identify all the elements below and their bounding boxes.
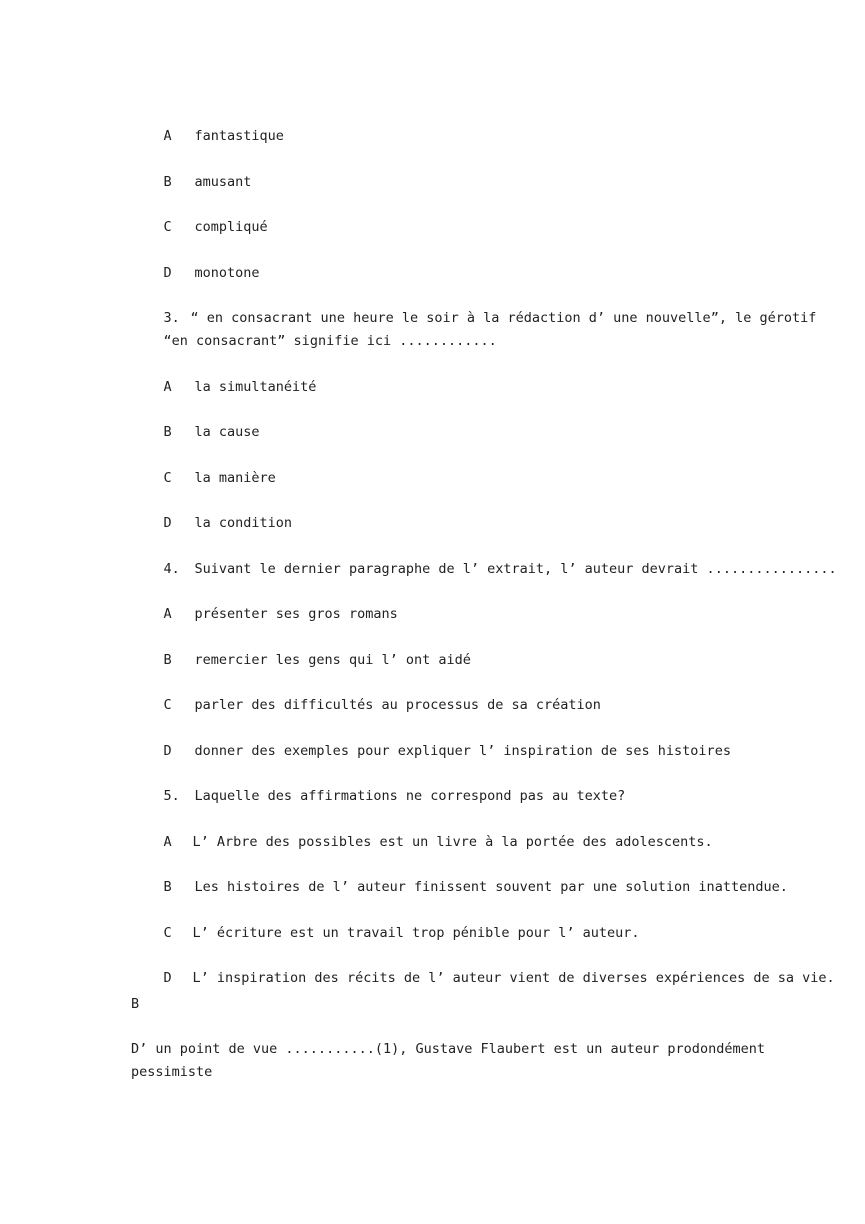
paragraph-line2: pessimiste: [131, 1064, 213, 1080]
question-text: Suivant le dernier paragraphe de l’ extrait, l’ auteur devrait ................: [194, 561, 837, 577]
question-number: 3.: [163, 310, 180, 326]
paragraph-line1: D’ un point de vue ...........(1), Gustave Flaubert est un auteur prodondément: [131, 1041, 765, 1057]
question-number: 4.: [163, 561, 180, 577]
option-text: la cause: [194, 424, 260, 440]
option-text: la simultanéité: [194, 379, 317, 395]
section-heading: B: [131, 996, 140, 1012]
option-letter: C: [163, 219, 172, 235]
option-letter: D: [163, 265, 172, 281]
option-letter: B: [163, 652, 172, 668]
option-letter: A: [163, 128, 172, 144]
option-letter: D: [163, 515, 172, 531]
option-text: la condition: [194, 515, 293, 531]
option-text: la manière: [194, 470, 276, 486]
option-text: donner des exemples pour expliquer l’ inspiration de ses histoires: [194, 743, 731, 759]
question-text: Laquelle des affirmations ne correspond pas au texte?: [194, 788, 626, 804]
option-letter: B: [163, 174, 172, 190]
option-letter: B: [163, 424, 172, 440]
option-text: Les histoires de l’ auteur finissent souvent par une solution inattendue.: [194, 879, 788, 895]
option-text: fantastique: [194, 128, 284, 144]
question-text-line1: “ en consacrant une heure le soir à la rédaction d’ une nouvelle”, le gérotif: [190, 310, 817, 326]
question-number: 5.: [163, 788, 180, 804]
option-text: L’ Arbre des possibles est un livre à la portée des adolescents.: [192, 834, 713, 850]
option-text: L’ inspiration des récits de l’ auteur vient de diverses expériences de sa vie.: [192, 970, 835, 986]
option-letter: D: [163, 743, 172, 759]
option-letter: A: [163, 834, 172, 850]
option-text: monotone: [194, 265, 260, 281]
option-letter: D: [163, 970, 172, 986]
option-text: amusant: [194, 174, 252, 190]
option-text: parler des difficultés au processus de sa création: [194, 697, 601, 713]
option-letter: C: [163, 697, 172, 713]
option-letter: C: [163, 925, 172, 941]
option-text: compliqué: [194, 219, 268, 235]
option-letter: A: [163, 606, 172, 622]
option-text: remercier les gens qui l’ ont aidé: [194, 652, 471, 668]
option-text: L’ écriture est un travail trop pénible pour l’ auteur.: [192, 925, 640, 941]
option-letter: C: [163, 470, 172, 486]
question-text-line2: “en consacrant” signifie ici ............: [163, 333, 497, 349]
q5-option-d: [131, 948, 835, 1008]
option-letter: B: [163, 879, 172, 895]
option-letter: A: [163, 379, 172, 395]
option-text: présenter ses gros romans: [194, 606, 398, 622]
